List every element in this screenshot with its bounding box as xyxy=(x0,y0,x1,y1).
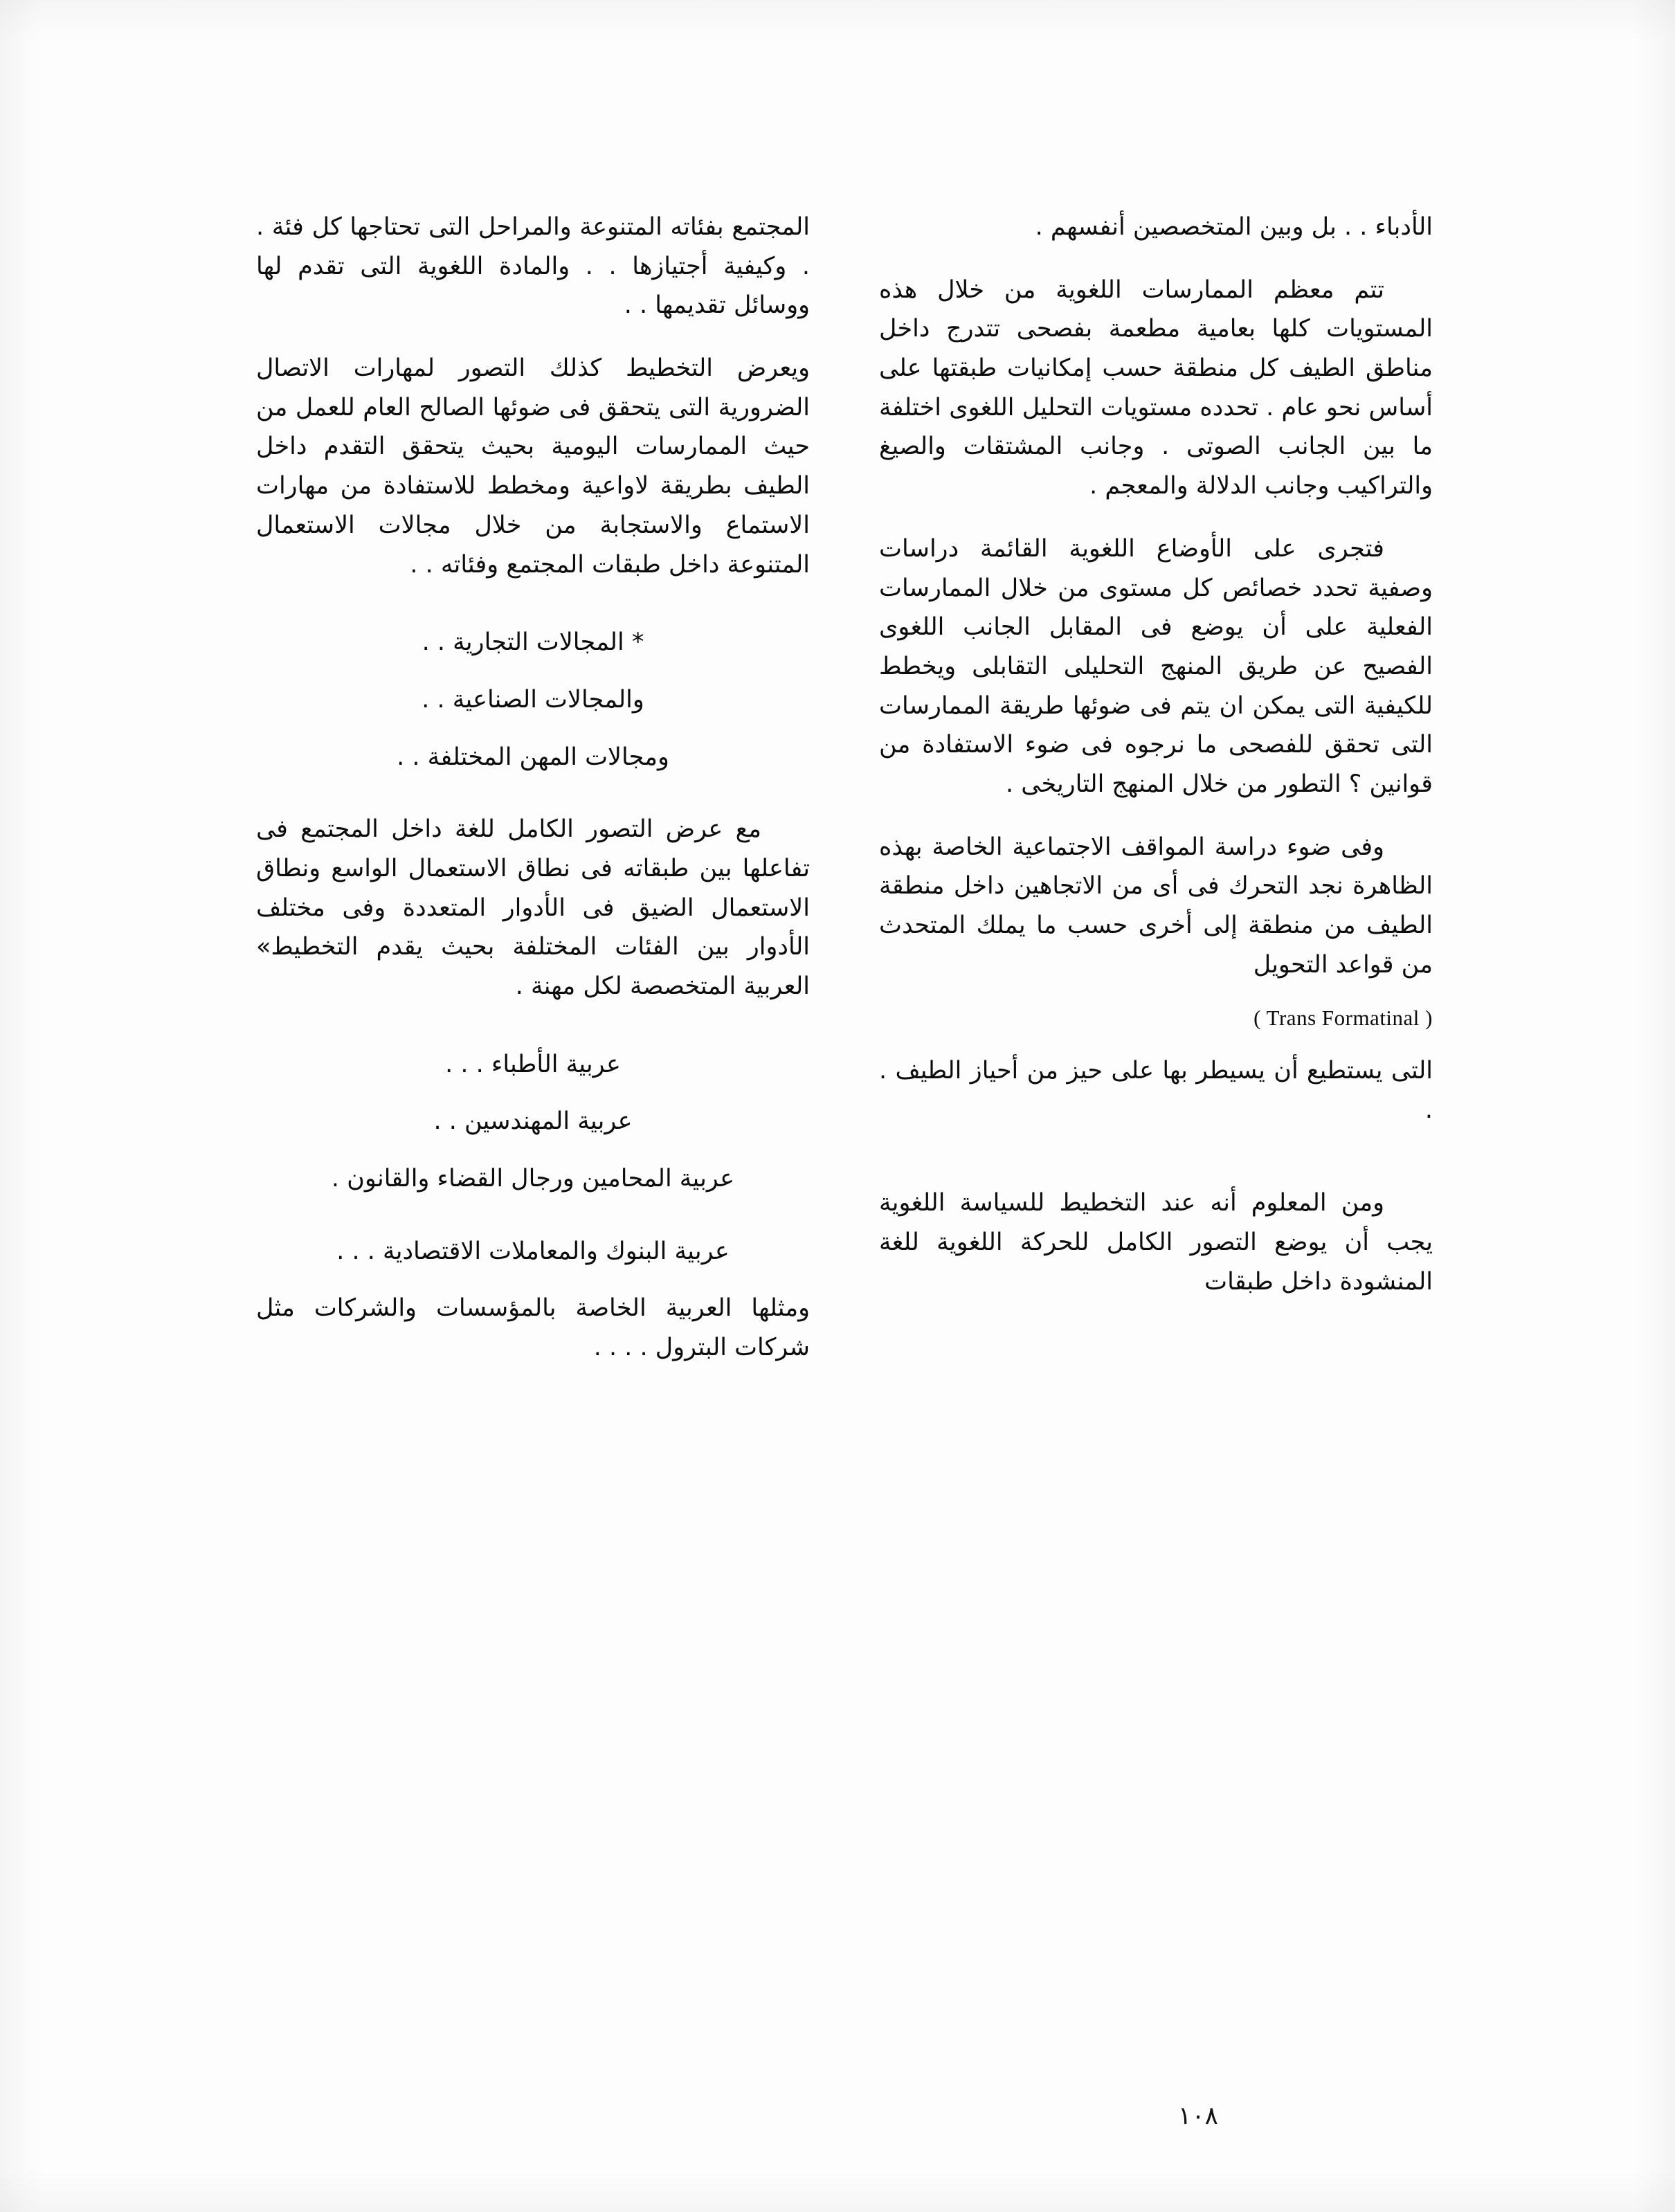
paragraph: فتجرى على الأوضاع اللغوية القائمة دراسات وصفية تحدد خصائص كل مستوى من خلال الممارسات الفعلية على أن يوضع فى المقابل الجانب اللغوى الفصيح عن طريق المنهج التحليلى التقابلى ويخطط للكيفية التى يمكن ان يتم فى ضوئها طريقة الممارسات التى تحقق للفصحى ما نرجوه فى ضوء الاستفادة من قوانين ؟ التطور من خلال المنهج التاريخى . xyxy=(879,534,1433,798)
list-item: عربية المحامين ورجال القضاء والقانون . xyxy=(331,1165,735,1193)
column-left xyxy=(256,208,810,2042)
list-spacer xyxy=(256,795,810,810)
scan-edge-right xyxy=(1633,0,1675,2212)
list-spacer xyxy=(256,1217,810,1232)
list-item: عربية البنوك والمعاملات الاقتصادية . . . xyxy=(336,1237,730,1265)
scan-edge-bottom xyxy=(0,2170,1675,2212)
paragraph-latin-term xyxy=(879,998,1433,1037)
list-item: عربية المهندسين . . xyxy=(433,1107,633,1136)
two-column-layout xyxy=(256,208,1433,2042)
paragraph-spacer xyxy=(879,1153,1433,1184)
scan-edge-left xyxy=(0,0,42,2212)
paragraph: ويعرض التخطيط كذلك التصور لمهارات الاتصال الضرورية التى يتحقق فى ضوئها الصالح العام للعمل من حيث الممارسات اليومية بحيث يتحقق التقدم داخل الطيف بطريقة لاواعية ومخطط للاستفادة من مهارات الاستماع والاستجابة من خلال مجالات الاستعمال المتنوعة داخل طبقات المجتمع وفئاته . . xyxy=(256,354,810,579)
paragraph: تتم معظم الممارسات اللغوية من خلال هذه المستويات كلها بعامية مطعمة بفصحى تتدرج داخل مناطق الطيف كل منطقة حسب إمكانيات طبقتها على أساس نحو عام . تحدده مستويات التحليل اللغوى اختلفة ما بين الجانب الصوتى . وجانب المشتقات والصيغ والتراكيب وجانب الدلالة والمعجم . xyxy=(879,275,1433,500)
list-spacer xyxy=(256,1030,810,1045)
page-number: ١٠٨ xyxy=(1177,2102,1218,2130)
paragraph: ومن المعلوم أنه عند التخطيط للسياسة اللغوية يجب أن يوضع التصور الكامل للحركة اللغوية للغة المنشودة داخل طبقات xyxy=(879,1189,1433,1296)
list-item: * المجالات التجارية . . xyxy=(422,628,644,657)
latin-term: ( Trans Formatinal ) xyxy=(1253,1006,1433,1031)
paragraph: التى يستطيع أن يسيطر بها على حيز من أحياز الطيف . . xyxy=(879,1057,1433,1124)
paragraph: وفى ضوء دراسة المواقف الاجتماعية الخاصة بهذه الظاهرة نجد التحرك فى أى من الاتجاهين داخل منطقة الطيف من منطقة إلى أخرى حسب ما يملك المتحدث من قواعد التحويل xyxy=(879,833,1433,979)
list-item: عربية الأطباء . . . xyxy=(445,1050,621,1078)
column-right xyxy=(879,208,1433,2042)
scan-edge-top xyxy=(0,0,1675,42)
paragraph: المجتمع بفئاته المتنوعة والمراحل التى تحتاجها كل فئة . . وكيفية أجتيازها . . والمادة اللغوية التى تقدم لها ووسائل تقديمها . . xyxy=(256,213,810,320)
page-text-area xyxy=(256,208,1433,2042)
paragraph: مع عرض التصور الكامل للغة داخل المجتمع فى تفاعلها بين طبقاته فى نطاق الاستعمال الواسع ونطاق الاستعمال الضيق فى الأدوار المتعددة وفى مختلف الأدوار بين الفئات المختلفة بحيث يقدم التخطيط» العربية المتخصصة لكل مهنة . xyxy=(256,815,810,1000)
list-item: ومثلها العربية الخاصة بالمؤسسات والشركات مثل شركات البترول . . . . xyxy=(256,1294,810,1362)
list-item: ومجالات المهن المختلفة . . xyxy=(397,743,669,771)
paragraph: الأدباء . . بل وبين المتخصصين أنفسهم . xyxy=(1035,213,1433,241)
list-spacer xyxy=(256,608,810,623)
list-item: والمجالات الصناعية . . xyxy=(422,685,644,714)
